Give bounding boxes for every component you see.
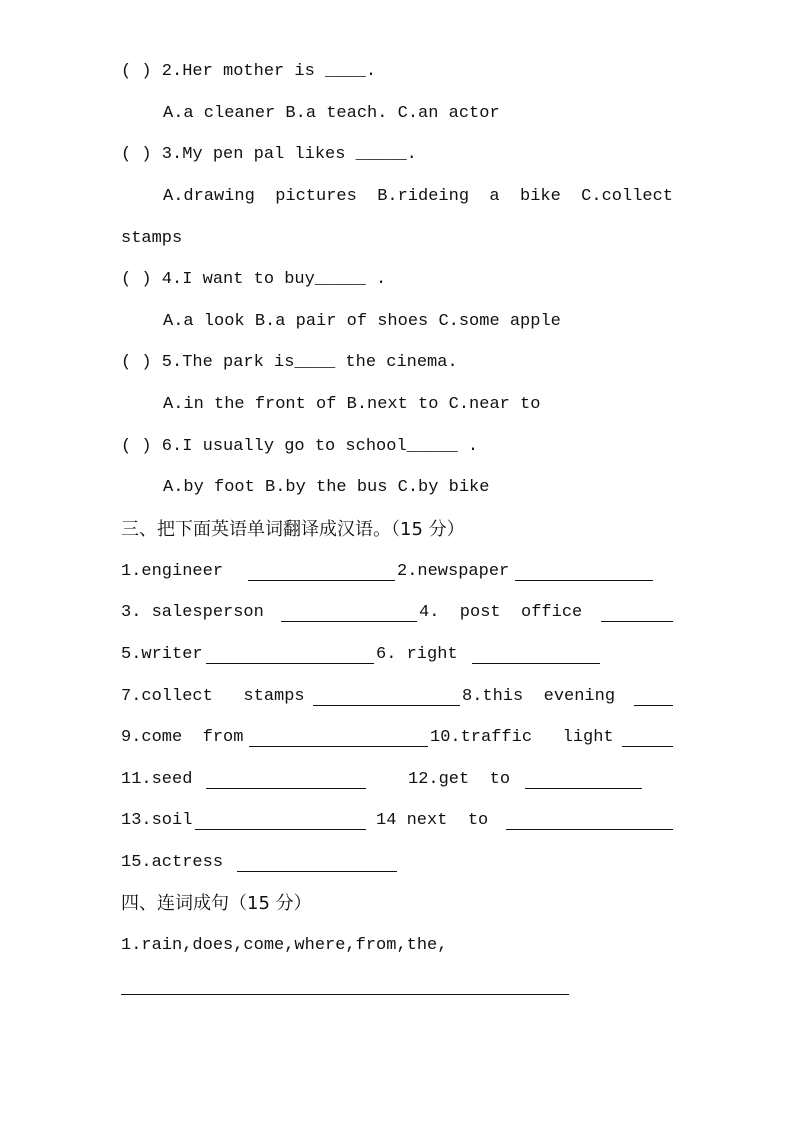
answer-blank[interactable] [601, 621, 673, 622]
answer-blank[interactable] [249, 746, 428, 747]
question-3-options-cont: stamps [121, 229, 183, 248]
question-6-options: A.by foot B.by the bus C.by bike [163, 478, 490, 497]
vocab-item: 8.this evening [462, 687, 616, 706]
vocab-item: 4. post office [419, 603, 583, 622]
vocab-item: 2.newspaper [397, 562, 510, 581]
vocab-item: 13.soil [121, 811, 193, 830]
question-2: ( ) 2.Her mother is ____. [121, 62, 377, 81]
answer-blank[interactable] [237, 871, 397, 872]
question-5: ( ) 5.The park is____ the cinema. [121, 353, 458, 372]
question-3: ( ) 3.My pen pal likes _____. [121, 145, 417, 164]
answer-blank[interactable] [515, 580, 653, 581]
answer-blank[interactable] [195, 829, 366, 830]
question-5-options: A.in the front of B.next to C.near to [163, 395, 541, 414]
vocab-item: 11.seed [121, 770, 193, 789]
vocab-item: 9.come from [121, 728, 244, 747]
answer-blank[interactable] [506, 829, 673, 830]
vocab-item: 14 next to [376, 811, 489, 830]
answer-blank[interactable] [248, 580, 395, 581]
sentence-item: 1.rain,does,come,where,from,the, [121, 936, 448, 955]
vocab-item: 15.actress [121, 853, 224, 872]
question-2-options: A.a cleaner B.a teach. C.an actor [163, 104, 500, 123]
answer-blank[interactable] [281, 621, 417, 622]
answer-blank[interactable] [472, 663, 600, 664]
answer-blank[interactable] [206, 788, 366, 789]
answer-blank[interactable] [634, 705, 673, 706]
question-6: ( ) 6.I usually go to school_____ . [121, 437, 479, 456]
vocab-item: 3. salesperson [121, 603, 264, 622]
answer-blank[interactable] [206, 663, 374, 664]
question-3-options: A.drawing pictures B.rideing a bike C.collect [163, 187, 673, 206]
vocab-item: 10.traffic light [430, 728, 614, 747]
section4-title: 四、连词成句（15 分） [121, 893, 312, 914]
answer-blank[interactable] [313, 705, 460, 706]
vocab-item: 12.get to [408, 770, 511, 789]
section3-title: 三、把下面英语单词翻译成汉语。（15 分） [121, 519, 465, 540]
answer-line[interactable] [121, 994, 569, 995]
vocab-item: 1.engineer [121, 562, 224, 581]
answer-blank[interactable] [622, 746, 673, 747]
question-4: ( ) 4.I want to buy_____ . [121, 270, 387, 289]
vocab-item: 7.collect stamps [121, 687, 305, 706]
vocab-item: 6. right [376, 645, 458, 664]
vocab-item: 5.writer [121, 645, 203, 664]
answer-blank[interactable] [525, 788, 642, 789]
question-4-options: A.a look B.a pair of shoes C.some apple [163, 312, 561, 331]
